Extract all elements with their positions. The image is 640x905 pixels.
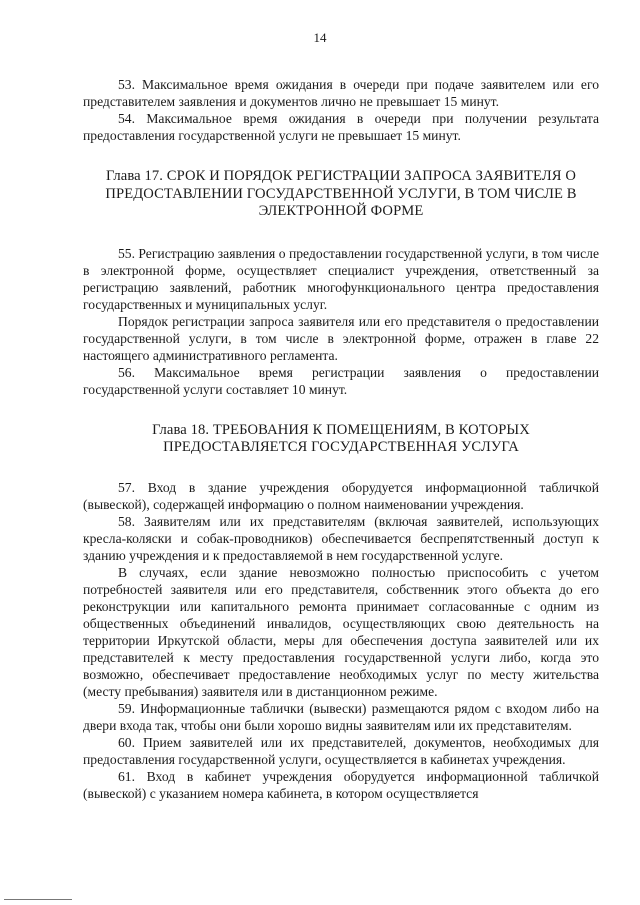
- paragraph-54: 54. Максимальное время ожидания в очереди при получении результата предоставления государственной услуги не превышает 15 минут.: [83, 111, 599, 143]
- paragraph-53: 53. Максимальное время ожидания в очереди при подаче заявителем или его представителем заявления и документов лично не превышает 15 минут.: [83, 77, 599, 109]
- chapter-17-heading: [83, 168, 599, 221]
- paragraph-58: 58. Заявителям или их представителям (включая заявителей, использующих кресла-коляски и собак-проводников) обеспечивается беспрепятственный доступ к зданию учреждения и к предоставляемой в нем государственной услуге.: [83, 513, 599, 563]
- chapter-18-heading-line: ПРЕДОСТАВЛЯЕТСЯ ГОСУДАРСТВЕННАЯ УСЛУГА: [163, 439, 519, 455]
- paragraph-56: 56. Максимальное время регистрации заявления о предоставлении государственной услуги составляет 10 минут.: [83, 364, 599, 397]
- paragraph-accessibility: В случаях, если здание невозможно полностью приспособить с учетом потребностей заявителя или его представителя, собственник этого объекта до его реконструкции или капитального ремонта принимает согласованные с одним из общественных объединений инвалидов, осуществляющих свою деятельность на территории Иркутской области, меры для обеспечения доступа заявителей или их представителей к месту предоставления государственной услуги либо, когда это возможно, обеспечивает предоставление необходимых услуг по месту жительства (месту пребывания) заявителя или в дистанционном режиме.: [83, 564, 599, 699]
- paragraph-55: 55. Регистрацию заявления о предоставлении государственной услуги, в том числе в электронной форме, осуществляет специалист учреждения, ответственный за регистрацию заявлений, работник многофункционального центра предоставления государственных и муниципальных услуг.: [83, 245, 599, 312]
- paragraph-61: 61. Вход в кабинет учреждения оборудуется информационной табличкой (вывеской) с указанием номера кабинета, в котором осуществляется: [83, 768, 599, 801]
- paragraph-registration-order: Порядок регистрации запроса заявителя или его представителя о предоставлении государственной услуги, в том числе в электронной форме, отражен в главе 22 настоящего административного регламента.: [83, 313, 599, 363]
- paragraph-57: 57. Вход в здание учреждения оборудуется информационной табличкой (вывеской), содержащей информацию о полном наименовании учреждения.: [83, 479, 599, 512]
- chapter-17-heading-line: ЭЛЕКТРОННОЙ ФОРМЕ: [258, 203, 424, 219]
- page-content: [83, 76, 599, 802]
- page-number: 14: [313, 30, 327, 45]
- chapter-18-heading-line: Глава 18. ТРЕБОВАНИЯ К ПОМЕЩЕНИЯМ, В КОТОРЫХ: [152, 421, 530, 438]
- paragraph-59: 59. Информационные таблички (вывески) размещаются рядом с входом либо на двери входа так, чтобы они были хорошо видны заявителям или их представителям.: [83, 700, 599, 733]
- paragraph-60: 60. Прием заявителей или их представителей, документов, необходимых для предоставления государственной услуги, осуществляется в кабинетах учреждения.: [83, 734, 599, 767]
- chapter-17-heading-line: Глава 17. СРОК И ПОРЯДОК РЕГИСТРАЦИИ ЗАПРОСА ЗАЯВИТЕЛЯ О: [105, 168, 577, 184]
- chapter-18-heading: [83, 422, 599, 457]
- footnote-rule: [4, 899, 72, 900]
- chapter-17-heading-line: ПРЕДОСТАВЛЕНИИ ГОСУДАРСТВЕННОЙ УСЛУГИ, В ТОМ ЧИСЛЕ В: [105, 185, 577, 202]
